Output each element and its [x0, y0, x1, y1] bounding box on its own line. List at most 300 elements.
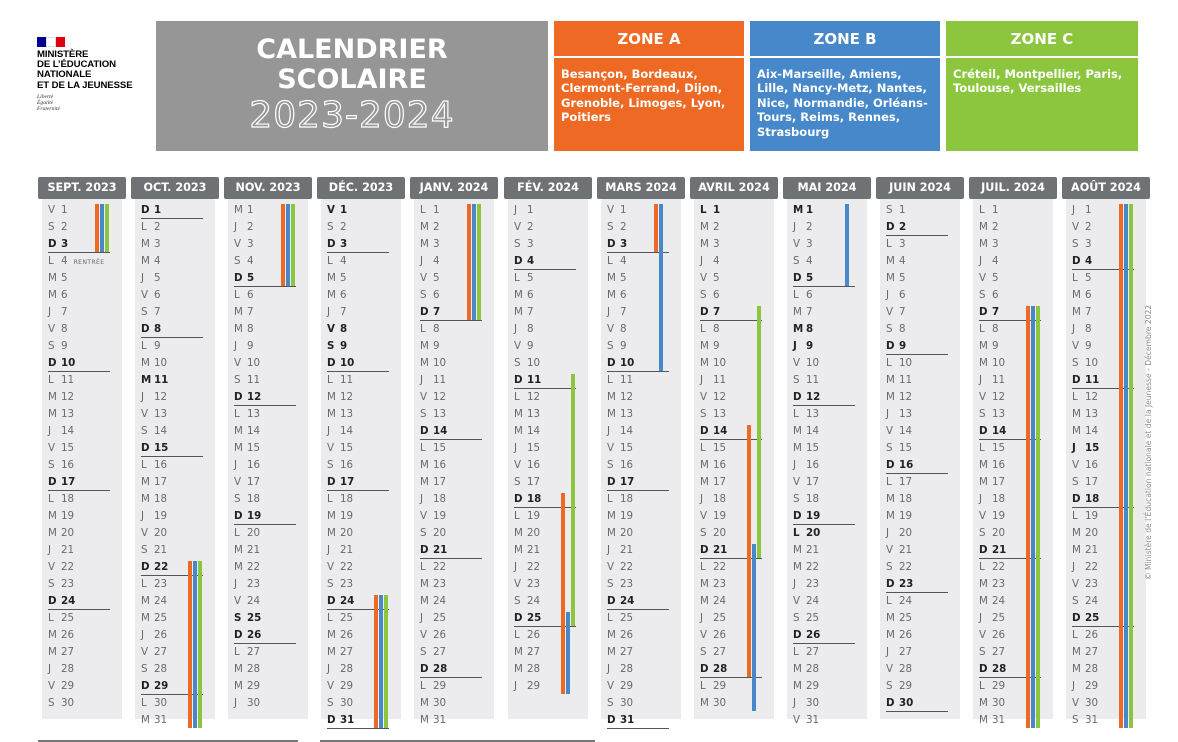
day-row [886, 304, 948, 321]
day-letter: D [234, 629, 243, 641]
day-number: 8 [806, 323, 814, 335]
day-number: 12 [527, 391, 541, 403]
day-letter: L [234, 289, 240, 301]
day-row [700, 270, 762, 287]
day-number: 21 [154, 544, 168, 556]
day-number: 25 [61, 612, 75, 624]
day-row [886, 440, 948, 457]
day-letter: S [234, 493, 241, 505]
day-number: 15 [433, 442, 447, 454]
day-number: 15 [154, 442, 169, 454]
day-letter: S [327, 340, 335, 352]
day-number: 27 [247, 646, 261, 658]
day-row [514, 423, 576, 440]
day-letter: M [420, 714, 429, 726]
day-letter: M [420, 221, 429, 233]
day-number: 6 [61, 289, 68, 301]
day-letter: M [420, 238, 429, 250]
day-note: RENTRÉE [73, 259, 105, 266]
day-letter: S [607, 221, 614, 233]
day-row [420, 644, 482, 661]
day-letter: M [141, 238, 150, 250]
day-letter: V [234, 595, 242, 607]
day-number: 17 [154, 476, 168, 488]
day-number: 25 [992, 612, 1006, 624]
day-number: 26 [433, 629, 447, 641]
day-letter: J [793, 578, 797, 590]
day-row [48, 593, 110, 610]
day-row [700, 508, 762, 525]
day-number: 24 [992, 595, 1006, 607]
day-number: 3 [899, 238, 906, 250]
motto-line: Égalité [37, 100, 54, 107]
day-number: 13 [527, 408, 541, 420]
day-number: 5 [61, 272, 68, 284]
day-row [234, 593, 296, 610]
french-flag-icon [37, 37, 65, 47]
day-row [327, 440, 389, 457]
day-letter: S [607, 459, 614, 471]
day-number: 29 [713, 680, 727, 692]
day-row [514, 508, 576, 525]
day-letter: M [514, 306, 523, 318]
day-number: 8 [527, 323, 534, 335]
day-letter: J [327, 544, 331, 556]
day-number: 16 [1085, 459, 1099, 471]
day-letter: L [420, 561, 426, 573]
month-column [321, 179, 401, 726]
day-row [48, 440, 110, 457]
day-number: 10 [620, 357, 635, 369]
day-row [607, 372, 669, 389]
day-row [327, 457, 389, 474]
day-row [700, 389, 762, 406]
day-number: 6 [899, 289, 906, 301]
day-letter: D [979, 306, 988, 318]
day-number: 10 [992, 357, 1006, 369]
day-letter: J [607, 544, 611, 556]
day-row [48, 406, 110, 423]
day-row [886, 236, 948, 253]
day-number: 13 [154, 408, 168, 420]
day-number: 21 [620, 544, 634, 556]
day-letter: M [886, 255, 895, 267]
day-number: 26 [61, 629, 75, 641]
day-number: 30 [1085, 697, 1099, 709]
day-number: 28 [1085, 663, 1099, 675]
day-number: 24 [806, 595, 820, 607]
day-number: 12 [247, 391, 262, 403]
day-letter: D [700, 663, 709, 675]
day-letter: V [979, 391, 987, 403]
day-number: 18 [1085, 493, 1100, 505]
day-number: 9 [61, 340, 68, 352]
day-number: 20 [620, 527, 634, 539]
day-letter: M [48, 629, 57, 641]
day-number: 23 [806, 578, 820, 590]
day-letter: M [700, 340, 709, 352]
day-letter: L [420, 204, 426, 216]
day-letter: S [141, 663, 148, 675]
day-row [420, 406, 482, 423]
day-row [141, 457, 203, 474]
day-number: 4 [433, 255, 440, 267]
day-letter: L [793, 289, 799, 301]
day-number: 16 [340, 459, 354, 471]
day-letter: V [979, 272, 987, 284]
day-letter: M [48, 646, 57, 658]
day-number: 3 [713, 238, 720, 250]
day-number: 30 [992, 697, 1006, 709]
day-row [327, 253, 389, 270]
day-row [420, 440, 482, 457]
day-number: 23 [992, 578, 1006, 590]
day-letter: V [1072, 221, 1080, 233]
day-letter: L [234, 646, 240, 658]
day-row [514, 236, 576, 253]
day-letter: M [327, 289, 336, 301]
day-number: 22 [527, 561, 541, 573]
day-number: 10 [713, 357, 727, 369]
zone-b-box [750, 21, 940, 151]
day-letter: J [1072, 561, 1076, 573]
day-row [886, 202, 948, 219]
day-number: 14 [992, 425, 1007, 437]
day-row [886, 695, 948, 712]
day-letter: M [514, 646, 523, 658]
day-letter: M [1072, 663, 1081, 675]
day-row [48, 270, 110, 287]
day-letter: M [607, 408, 616, 420]
vacation-bar-zone-b [1124, 204, 1128, 728]
day-number: 30 [247, 697, 261, 709]
day-letter: V [514, 340, 522, 352]
day-letter: S [979, 527, 986, 539]
day-letter: S [327, 221, 334, 233]
day-number: 7 [806, 306, 813, 318]
day-letter: J [514, 561, 518, 573]
day-number: 28 [61, 663, 75, 675]
day-number: 27 [340, 646, 354, 658]
day-row [48, 576, 110, 593]
day-row [141, 406, 203, 423]
day-letter: V [234, 238, 242, 250]
day-letter: J [234, 578, 238, 590]
day-row [327, 542, 389, 559]
day-letter: J [514, 204, 518, 216]
day-number: 20 [61, 527, 75, 539]
day-letter: V [793, 357, 801, 369]
day-number: 12 [713, 391, 727, 403]
day-letter: J [979, 374, 983, 386]
day-number: 20 [992, 527, 1006, 539]
day-number: 29 [527, 680, 541, 692]
day-row [700, 406, 762, 423]
day-number: 19 [247, 510, 262, 522]
day-number: 11 [1085, 374, 1100, 386]
day-letter: D [886, 697, 895, 709]
day-letter: M [327, 527, 336, 539]
day-letter: S [700, 289, 707, 301]
day-number: 31 [433, 714, 447, 726]
day-number: 2 [992, 221, 999, 233]
day-number: 2 [527, 221, 534, 233]
day-number: 15 [713, 442, 727, 454]
day-number: 28 [806, 663, 820, 675]
day-letter: J [1072, 680, 1076, 692]
day-row [420, 338, 482, 355]
day-letter: S [48, 578, 55, 590]
day-letter: J [234, 221, 238, 233]
day-number: 13 [340, 408, 354, 420]
day-row [327, 219, 389, 236]
day-row [886, 661, 948, 678]
zone-b-title: ZONE B [750, 21, 940, 58]
day-letter: L [607, 493, 613, 505]
day-letter: M [327, 408, 336, 420]
day-letter: M [514, 408, 523, 420]
day-number: 12 [340, 391, 354, 403]
day-letter: M [48, 527, 57, 539]
day-letter: M [886, 612, 895, 624]
day-number: 26 [154, 629, 168, 641]
day-number: 7 [154, 306, 161, 318]
day-letter: D [793, 272, 802, 284]
vacation-bar-zone-a [188, 561, 192, 728]
day-letter: V [234, 357, 242, 369]
day-letter: J [420, 493, 424, 505]
day-row [234, 321, 296, 338]
month-column [880, 179, 960, 719]
day-letter: L [514, 629, 520, 641]
day-letter: M [700, 221, 709, 233]
vacation-bar-zone-a [747, 425, 751, 677]
day-row [420, 542, 482, 559]
day-letter: D [700, 425, 709, 437]
day-number: 3 [61, 238, 69, 250]
day-row [48, 372, 110, 389]
day-number: 23 [713, 578, 727, 590]
day-number: 19 [899, 510, 913, 522]
day-letter: D [48, 595, 57, 607]
day-letter: J [700, 255, 704, 267]
day-number: 17 [992, 476, 1006, 488]
day-letter: M [514, 425, 523, 437]
ministry-name-line: ET DE LA JEUNESSE [37, 79, 133, 91]
day-number: 2 [806, 221, 813, 233]
day-letter: V [1072, 340, 1080, 352]
day-row [141, 440, 203, 457]
day-letter: D [1072, 493, 1081, 505]
day-row [48, 423, 110, 440]
day-number: 24 [1085, 595, 1099, 607]
day-letter: M [1072, 425, 1081, 437]
day-letter: V [607, 680, 615, 692]
day-row [141, 202, 203, 219]
day-number: 13 [433, 408, 447, 420]
day-letter: M [793, 204, 804, 216]
day-letter: M [420, 340, 429, 352]
day-letter: D [979, 663, 988, 675]
vacation-bar-zone-c [291, 204, 295, 286]
day-row [793, 542, 855, 559]
day-row [327, 559, 389, 576]
day-row [700, 440, 762, 457]
day-row [793, 559, 855, 576]
day-letter: V [327, 204, 335, 216]
day-letter: V [141, 289, 149, 301]
day-letter: V [141, 646, 149, 658]
day-number: 8 [340, 323, 348, 335]
day-letter: J [48, 425, 52, 437]
day-letter: J [234, 697, 238, 709]
day-number: 30 [806, 697, 820, 709]
day-letter: M [420, 459, 429, 471]
day-row [420, 491, 482, 508]
day-number: 15 [899, 442, 913, 454]
day-letter: D [793, 510, 802, 522]
day-number: 5 [1085, 272, 1092, 284]
day-row [793, 457, 855, 474]
day-number: 10 [340, 357, 355, 369]
month-header: FÉV. 2024 [504, 177, 592, 199]
day-number: 7 [992, 306, 1000, 318]
day-letter: V [514, 578, 522, 590]
day-number: 17 [247, 476, 261, 488]
day-number: 21 [1085, 544, 1099, 556]
day-row [141, 321, 203, 338]
day-letter: J [700, 374, 704, 386]
day-row [793, 695, 855, 712]
month-header: NOV. 2023 [224, 177, 312, 199]
day-number: 28 [899, 663, 913, 675]
day-letter: L [514, 510, 520, 522]
day-letter: D [420, 663, 429, 675]
day-number: 17 [899, 476, 913, 488]
day-number: 26 [340, 629, 354, 641]
day-row [514, 474, 576, 491]
day-row [793, 661, 855, 678]
day-number: 31 [1085, 714, 1099, 726]
day-row [234, 661, 296, 678]
day-letter: V [700, 510, 708, 522]
day-row [48, 491, 110, 508]
vacation-bar-zone-b [566, 612, 570, 694]
day-letter: V [234, 476, 242, 488]
day-letter: L [700, 680, 706, 692]
day-letter: J [514, 323, 518, 335]
day-row [420, 695, 482, 712]
day-row [793, 627, 855, 644]
day-number: 26 [713, 629, 727, 641]
day-letter: J [420, 612, 424, 624]
day-number: 24 [247, 595, 261, 607]
day-letter: M [327, 391, 336, 403]
day-row [886, 542, 948, 559]
day-number: 17 [1085, 476, 1099, 488]
day-row [793, 321, 855, 338]
day-row [48, 457, 110, 474]
day-number: 2 [247, 221, 254, 233]
day-letter: L [141, 340, 147, 352]
day-letter: D [514, 374, 523, 386]
day-row [327, 304, 389, 321]
vacation-bar-zone-b [472, 204, 476, 320]
day-letter: D [700, 306, 709, 318]
day-number: 2 [1085, 221, 1092, 233]
day-number: 3 [340, 238, 348, 250]
day-number: 30 [61, 697, 75, 709]
day-letter: L [607, 255, 613, 267]
day-letter: V [327, 680, 335, 692]
day-letter: S [886, 680, 893, 692]
day-letter: S [979, 289, 986, 301]
day-letter: J [1072, 323, 1076, 335]
day-letter: M [141, 612, 150, 624]
day-number: 13 [899, 408, 913, 420]
day-letter: V [327, 561, 335, 573]
day-number: 5 [992, 272, 999, 284]
day-letter: S [420, 646, 427, 658]
month-header: MAI 2024 [783, 177, 871, 199]
day-number: 7 [247, 306, 254, 318]
day-row [234, 610, 296, 627]
day-row [514, 219, 576, 236]
vacation-bar-zone-c [1129, 204, 1133, 728]
day-number: 3 [527, 238, 534, 250]
day-number: 7 [340, 306, 347, 318]
day-row [141, 491, 203, 508]
day-letter: L [420, 323, 426, 335]
day-letter: D [420, 306, 429, 318]
day-letter: M [514, 527, 523, 539]
day-letter: J [886, 646, 890, 658]
day-letter: M [979, 357, 988, 369]
day-number: 11 [992, 374, 1006, 386]
day-row [420, 627, 482, 644]
day-letter: S [1072, 357, 1079, 369]
day-letter: S [234, 255, 241, 267]
day-number: 30 [899, 697, 914, 709]
vacation-bar-zone-c [105, 204, 109, 252]
day-number: 29 [899, 680, 913, 692]
day-letter: S [793, 612, 800, 624]
day-letter: D [327, 476, 336, 488]
day-row [793, 423, 855, 440]
day-letter: V [607, 204, 615, 216]
day-number: 7 [527, 306, 534, 318]
day-letter: M [141, 255, 150, 267]
day-row [514, 542, 576, 559]
day-row [420, 678, 482, 695]
day-number: 15 [527, 442, 541, 454]
day-number: 20 [154, 527, 168, 539]
day-row [234, 576, 296, 593]
day-row [327, 389, 389, 406]
day-letter: M [234, 425, 243, 437]
day-letter: D [607, 476, 616, 488]
day-letter: V [327, 323, 335, 335]
day-row [886, 627, 948, 644]
day-row [514, 491, 576, 508]
day-number: 20 [806, 527, 821, 539]
day-letter: J [1072, 204, 1076, 216]
day-letter: M [327, 510, 336, 522]
day-letter: M [327, 646, 336, 658]
day-number: 12 [61, 391, 75, 403]
day-number: 8 [247, 323, 254, 335]
day-letter: V [886, 306, 894, 318]
